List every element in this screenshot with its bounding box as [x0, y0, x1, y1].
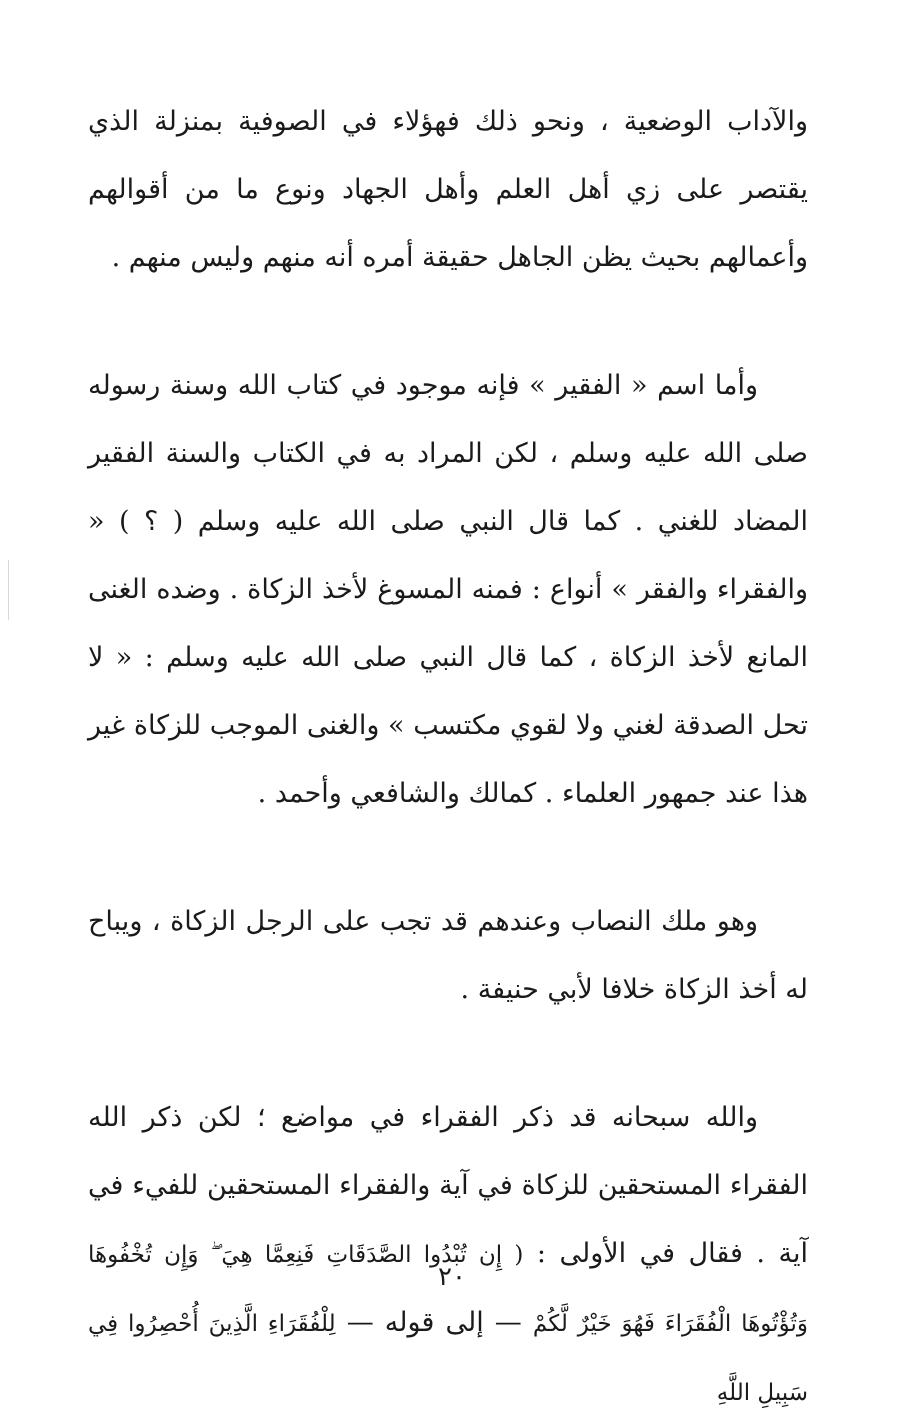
quran-verse-second: لِلْفُقَرَاءِ الَّذِينَ أُحْصِرُوا فِي سَبِيلِ اللَّهِ	[88, 1311, 808, 1406]
scan-edge-mark	[8, 560, 9, 620]
page-body	[88, 88, 808, 1427]
paragraph-quran-verses	[88, 1084, 808, 1427]
page-number: ٢٠	[438, 1262, 466, 1292]
quran-verse-first: ( إِن تُبْدُوا الصَّدَقَاتِ فَنِعِمَّا هِيَ ۖ وَإِن تُخْفُوهَا وَتُؤْتُوهَا الْفُقَرَاءَ فَهُوَ خَيْرٌ لَّكُمْ	[88, 1242, 808, 1337]
verses-intro-text: والله سبحانه قد ذكر الفقراء في مواضع ؛ لكن ذكر الله الفقراء المستحقين للزكاة في آية والفقراء المستحقين للفيء في آية . فقال في الأولى :	[88, 1102, 808, 1269]
paragraph-name-faqir: وأما اسم « الفقير » فإنه موجود في كتاب الله وسنة رسوله صلى الله عليه وسلم ، لكن المراد به في الكتاب والسنة الفقير المضاد للغني . كما قال النبي صلى الله عليه وسلم ( ؟ ) « والفقراء والفقر » أنواع : فمنه المسوغ لأخذ الزكاة . وضده الغنى المانع لأخذ الزكاة ، كما قال النبي صلى الله عليه وسلم : « لا تحل الصدقة لغني ولا لقوي مكتسب » والغنى الموجب للزكاة غير هذا عند جمهور العلماء . كمالك والشافعي وأحمد .	[88, 370, 808, 809]
paragraph-sufi-imitation: والآداب الوضعية ، ونحو ذلك فهؤلاء في الصوفية بمنزلة الذي يقتصر على زي أهل العلم وأهل الجهاد ونوع ما من أقوالهم وأعمالهم بحيث يظن الجاهل حقيقة أمره أنه منهم وليس منهم .	[88, 106, 808, 273]
paragraph-nisab: وهو ملك النصاب وعندهم قد تجب على الرجل الزكاة ، ويباح له أخذ الزكاة خلافا لأبي حنيفة .	[88, 906, 808, 1005]
verses-connector-text: — إلى قوله —	[346, 1307, 522, 1338]
